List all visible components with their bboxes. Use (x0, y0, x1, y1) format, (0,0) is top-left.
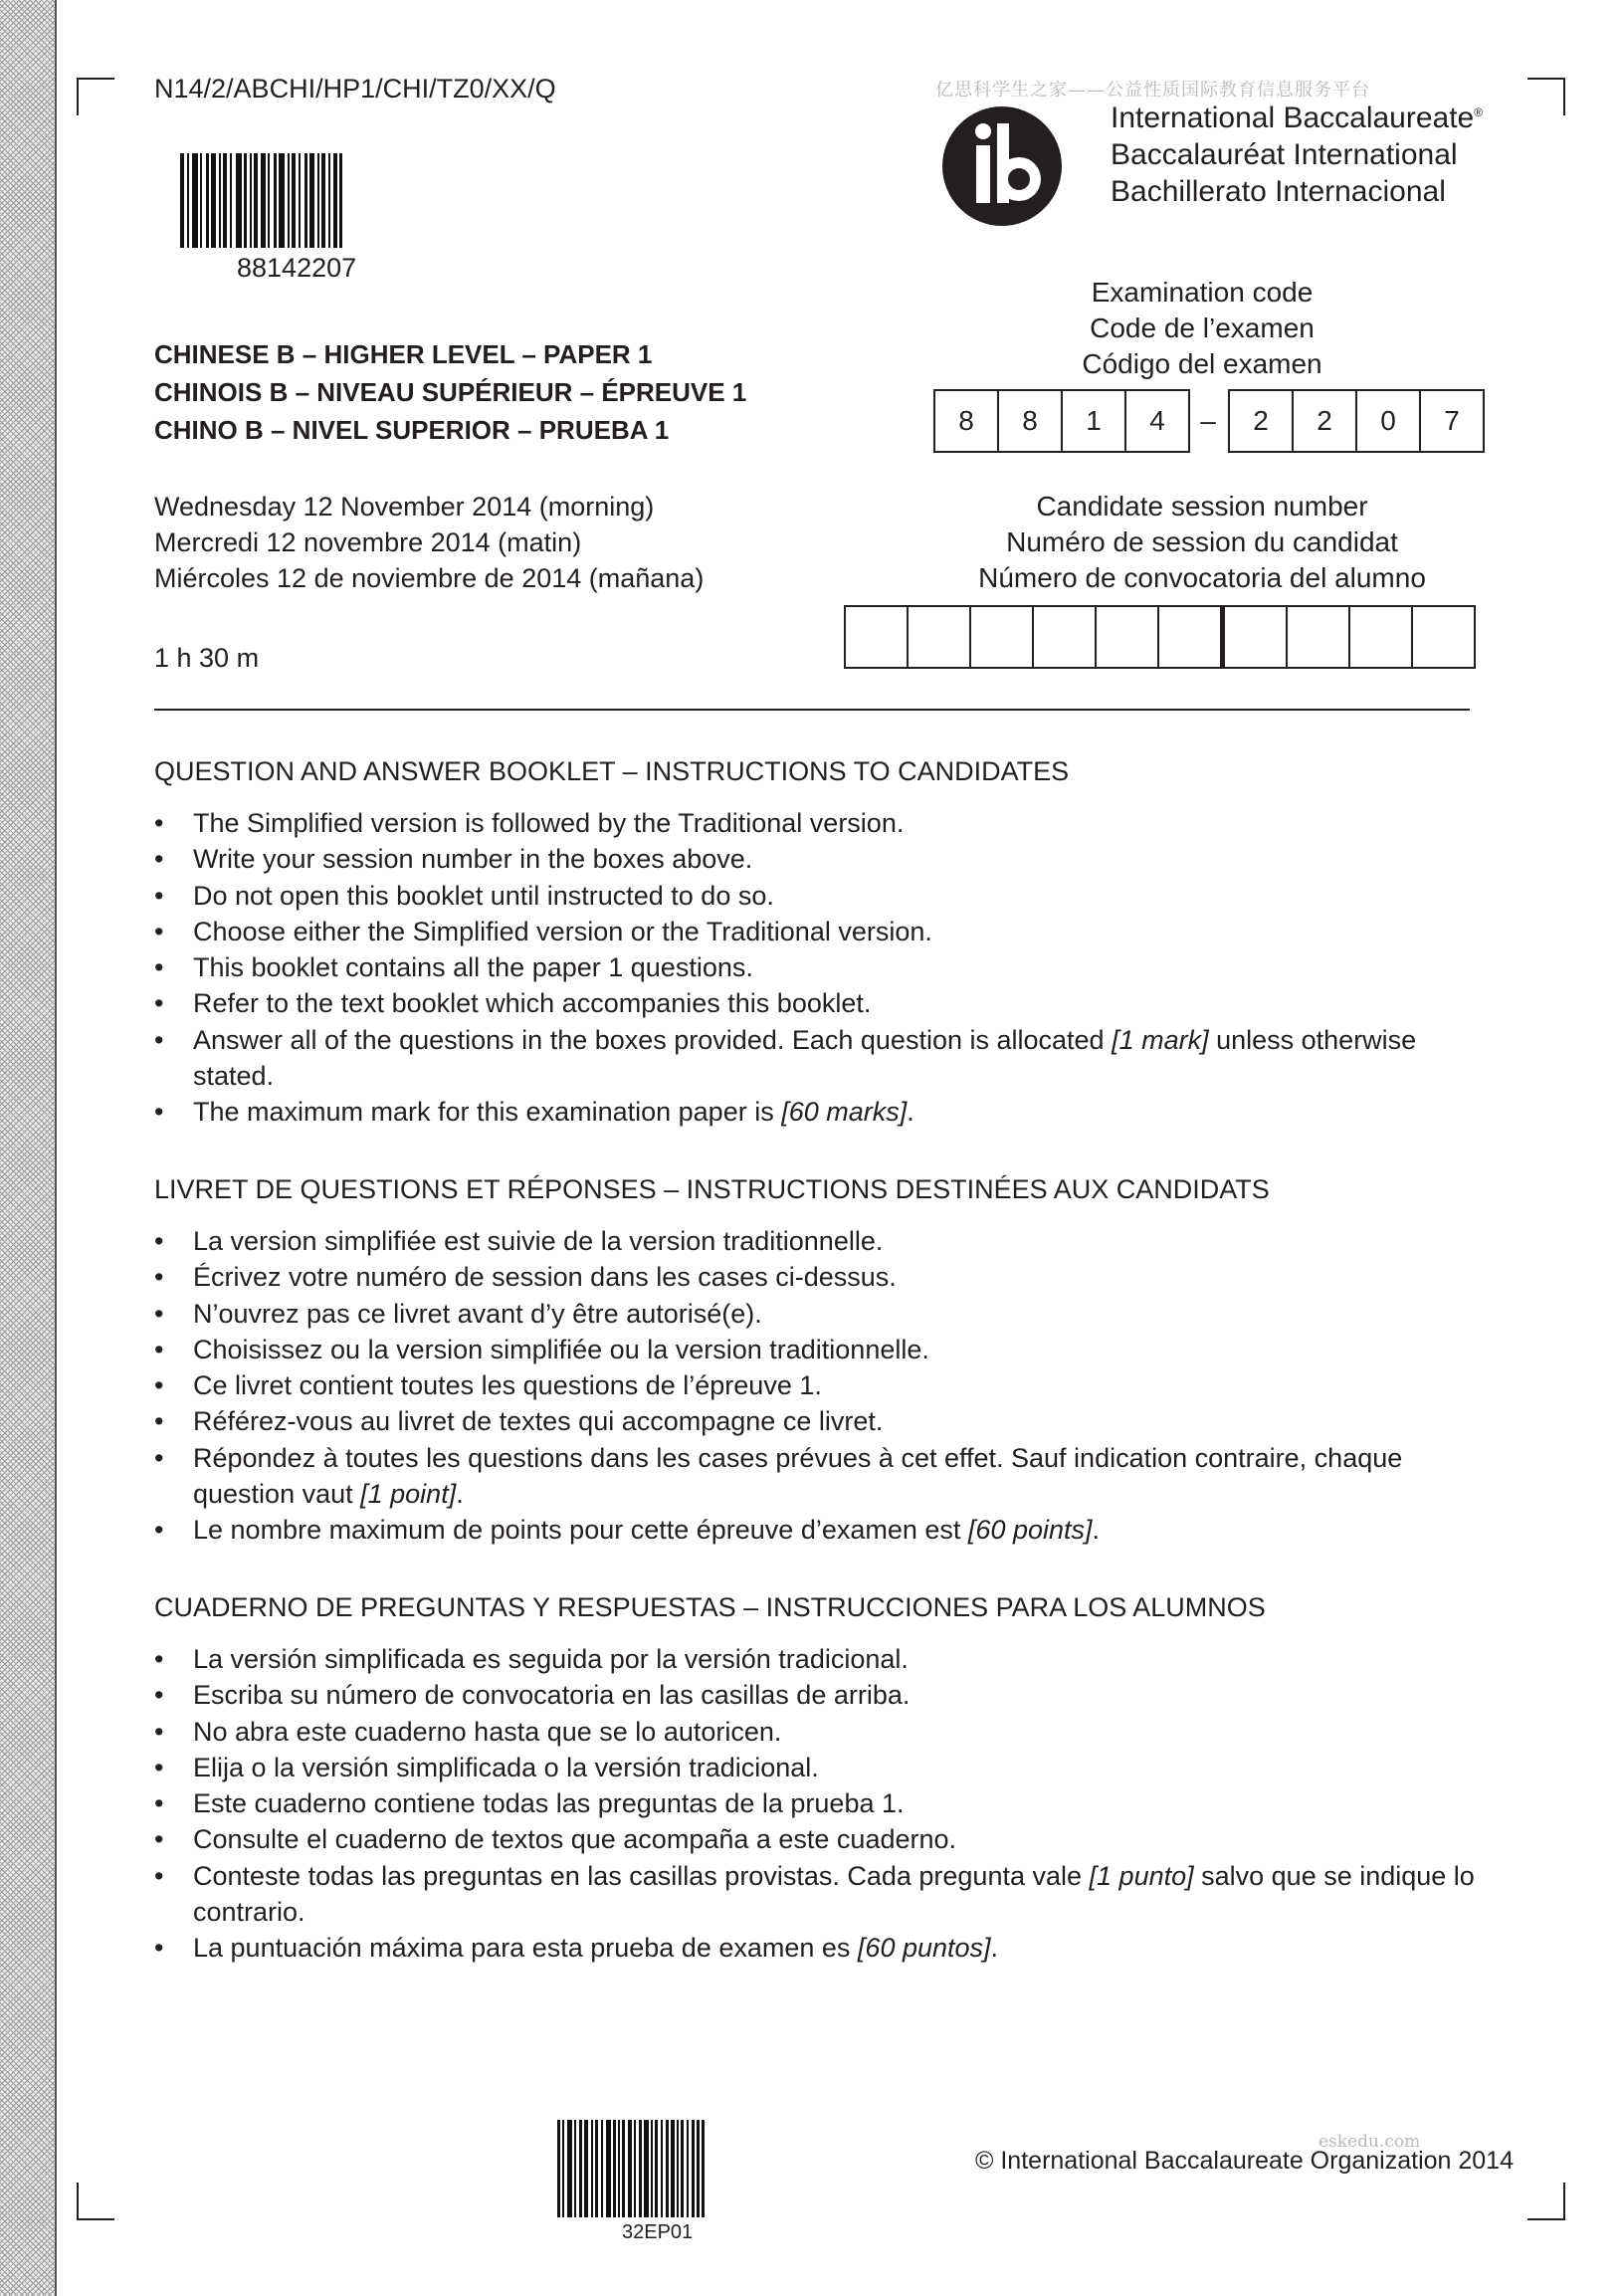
session-number-box[interactable] (1286, 605, 1350, 669)
exam-code-digit: 2 (1292, 389, 1357, 453)
instructions-heading-en: QUESTION AND ANSWER BOOKLET – INSTRUCTIONS TO CANDIDATES (154, 756, 1070, 786)
session-number-labels (923, 489, 1481, 596)
exam-code-digit: 7 (1419, 389, 1485, 453)
barcode-bottom-number: 32EP01 (622, 2221, 694, 2243)
exam-code-digit: 8 (997, 389, 1063, 453)
session-label-es: Número de convocatoria del alumno (978, 562, 1426, 593)
instruction-item: • Consulte el cuaderno de textos que acompaña a este cuaderno. (154, 1821, 1478, 1857)
instruction-item: • Write your session number in the boxes above. (154, 841, 1478, 877)
session-number-box[interactable] (907, 605, 971, 669)
barcode-top (180, 153, 342, 248)
instructions-en (154, 756, 1478, 1131)
exam-code-separator: – (1200, 405, 1216, 436)
instruction-item: • La puntuación máxima para esta prueba de examen es [60 puntos]. (154, 1930, 1478, 1966)
exam-date-en: Wednesday 12 November 2014 (morning) (154, 492, 655, 522)
barcode-bar (339, 153, 342, 248)
org-name-en: International Baccalaureate (1111, 102, 1475, 134)
org-name-fr: Baccalauréat International (1111, 138, 1458, 171)
subject-title (154, 335, 746, 449)
exam-code-digit: 2 (1228, 389, 1294, 453)
crop-mark-bottom-left (77, 2183, 114, 2220)
watermark-bottom: eskedu.com (1319, 2132, 1421, 2152)
instructions-list-es (154, 1641, 1478, 1967)
instruction-item: • La versión simplificada es seguida por la versión tradicional. (154, 1641, 1478, 1677)
session-number-box[interactable] (1220, 605, 1288, 669)
instructions-fr (154, 1174, 1478, 1549)
crop-mark-top-right (1527, 78, 1565, 115)
instruction-item: • Écrivez votre numéro de session dans les cases ci-dessus. (154, 1259, 1478, 1295)
instruction-item: • Answer all of the questions in the boxes provided. Each question is allocated [1 mark] unless otherwise stated. (154, 1022, 1478, 1095)
instructions-list-en (154, 805, 1478, 1131)
session-label-fr: Numéro de session du candidat (1006, 526, 1398, 557)
barcode-top-number: 88142207 (237, 253, 357, 283)
exam-code-digit: 4 (1124, 389, 1190, 453)
instruction-item: • No abra este cuaderno hasta que se lo autoricen. (154, 1714, 1478, 1750)
session-number-box[interactable] (1095, 605, 1159, 669)
instruction-item: • Référez-vous au livret de textes qui accompagne ce livret. (154, 1403, 1478, 1439)
instructions-list-fr (154, 1223, 1478, 1549)
exam-code-boxes (933, 390, 1483, 452)
organization-name (1111, 95, 1483, 210)
exam-code-labels (923, 275, 1481, 382)
instruction-item: • Ce livret contient toutes les questions de l’épreuve 1. (154, 1367, 1478, 1403)
crop-mark-bottom-right (1527, 2183, 1565, 2220)
instruction-item: • Este cuaderno contiene todas las preguntas de la prueba 1. (154, 1785, 1478, 1821)
instruction-item: • The maximum mark for this examination paper is [60 marks]. (154, 1094, 1478, 1130)
instruction-item: • Elija o la versión simplificada o la versión tradicional. (154, 1750, 1478, 1785)
instruction-item: • Le nombre maximum de points pour cette épreuve d’examen est [60 points]. (154, 1512, 1478, 1548)
header-divider (154, 709, 1470, 711)
registered-mark: ® (1474, 105, 1484, 119)
barcode-bottom (557, 2120, 705, 2217)
instructions-heading-es: CUADERNO DE PREGUNTAS Y RESPUESTAS – INSTRUCCIONES PARA LOS ALUMNOS (154, 1592, 1266, 1622)
session-number-box[interactable] (1157, 605, 1222, 669)
exam-code-label-en: Examination code (1091, 277, 1314, 308)
instruction-item: • Répondez à toutes les questions dans les cases prévues à cet effet. Sauf indication contraire, chaque question vaut [1 point]. (154, 1440, 1478, 1513)
instruction-item: • Choisissez ou la version simplifiée ou la version traditionnelle. (154, 1332, 1478, 1367)
instruction-item: • Do not open this booklet until instructed to do so. (154, 878, 1478, 914)
session-label-en: Candidate session number (1036, 491, 1368, 522)
session-number-box[interactable] (1348, 605, 1413, 669)
exam-code-label-fr: Code de l’examen (1090, 313, 1315, 343)
subject-title-en: CHINESE B – HIGHER LEVEL – PAPER 1 (154, 339, 653, 369)
exam-code-digit: 8 (933, 389, 999, 453)
session-number-box[interactable] (969, 605, 1034, 669)
watermark-top: 亿思科学生之家——公益性质国际教育信息服务平台 (935, 80, 1370, 101)
instruction-item: • Refer to the text booklet which accompanies this booklet. (154, 985, 1478, 1021)
instructions-heading-fr: LIVRET DE QUESTIONS ET RÉPONSES – INSTRUCTIONS DESTINÉES AUX CANDIDATS (154, 1174, 1270, 1204)
exam-code-digit: 0 (1355, 389, 1421, 453)
subject-title-fr: CHINOIS B – NIVEAU SUPÉRIEUR – ÉPREUVE 1 (154, 377, 747, 407)
barcode-bar (702, 2120, 705, 2217)
copyright-notice: © International Baccalaureate Organization 2014 (975, 2147, 1514, 2175)
ib-logo-icon (941, 105, 1063, 227)
org-name-es: Bachillerato Internacional (1111, 175, 1446, 208)
instruction-item: • La version simplifiée est suivie de la version traditionnelle. (154, 1223, 1478, 1259)
crop-mark-top-left (77, 78, 114, 115)
paper-code: N14/2/ABCHI/HP1/CHI/TZ0/XX/Q (154, 74, 556, 104)
exam-code-digit: 1 (1061, 389, 1126, 453)
session-number-box[interactable] (1032, 605, 1097, 669)
exam-code-label-es: Código del examen (1082, 348, 1322, 379)
session-number-box[interactable] (844, 605, 909, 669)
session-number-boxes (844, 605, 1474, 667)
instruction-item: • This booklet contains all the paper 1 questions. (154, 949, 1478, 985)
exam-duration: 1 h 30 m (154, 643, 260, 673)
left-margin-strip (0, 0, 57, 2296)
instruction-item: • Choose either the Simplified version or the Traditional version. (154, 914, 1478, 949)
exam-date-es: Miércoles 12 de noviembre de 2014 (mañana) (154, 563, 705, 593)
instruction-item: • Conteste todas las preguntas en las casillas provistas. Cada pregunta vale [1 punto] salvo que se indique lo contrario. (154, 1858, 1478, 1931)
session-number-box[interactable] (1411, 605, 1476, 669)
instruction-item: • N’ouvrez pas ce livret avant d’y être autorisé(e). (154, 1296, 1478, 1332)
instructions-es (154, 1592, 1478, 1967)
instruction-item: • Escriba su número de convocatoria en las casillas de arriba. (154, 1677, 1478, 1713)
subject-title-es: CHINO B – NIVEL SUPERIOR – PRUEBA 1 (154, 415, 670, 445)
instruction-item: • The Simplified version is followed by the Traditional version. (154, 805, 1478, 841)
exam-dates (154, 489, 704, 596)
exam-date-fr: Mercredi 12 novembre 2014 (matin) (154, 527, 582, 557)
